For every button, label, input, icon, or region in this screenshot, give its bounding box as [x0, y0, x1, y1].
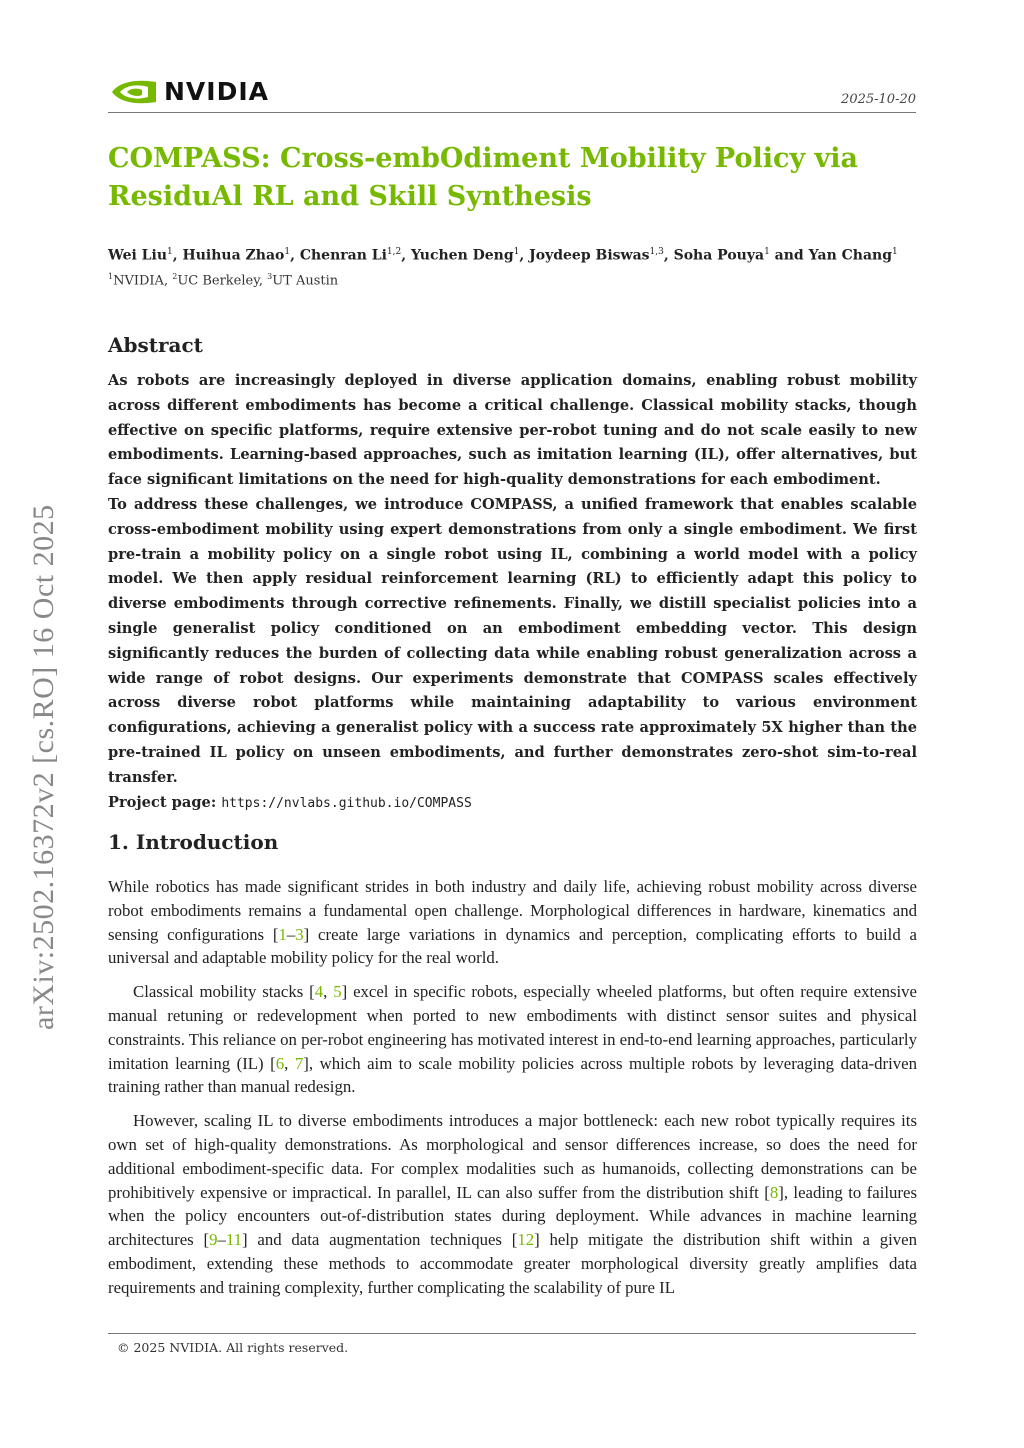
citation-link[interactable]: 3 [295, 924, 304, 944]
citation-link[interactable]: 8 [769, 1182, 779, 1202]
project-page-line [108, 791, 917, 817]
intro-paragraph: However, scaling IL to diverse embodiments introduces a major bottleneck: each new robot typically requires its own set of high-quality demonstrations. As morphological and sensor differences increase, so does the need for additional embodiment-specific data. For complex modalities such as humanoids, collecting demonstrations can be prohibitively expensive or impractical. In parallel, IL can also suffer from the distribution shift [8], leading to failures when the policy encounters out-of-distribution states during deployment. While advances in machine learning architectures [9–11] and data augmentation techniques [12] help mitigate the distribution shift within a given embodiment, extending these methods to accommodate greater morphological diversity greatly amplifies data requirements and training complexity, further complicating the scalability of pure IL [108, 1111, 917, 1297]
citation-link[interactable]: 9 [209, 1230, 218, 1250]
author-affiliation: 1 [513, 247, 520, 257]
author-name: Yuchen Deng [411, 247, 514, 264]
citation-link[interactable]: 12 [517, 1230, 535, 1250]
author-affiliation: 1,2 [386, 247, 402, 257]
author-name: Joydeep Biswas [529, 247, 650, 264]
paper-title: COMPASS: Cross-embOdiment Mobility Policy via ResiduAl RL and Skill Synthesis [108, 143, 858, 212]
abstract-heading: Abstract [108, 333, 203, 357]
project-page-link[interactable]: https://nvlabs.github.io/COMPASS [221, 795, 472, 811]
abstract-body [108, 369, 917, 816]
author-affiliation: 1 [167, 247, 173, 257]
affiliation-list: $^1$NVIDIA, $^2$UC Berkeley, $^3$UT Austin [108, 272, 339, 289]
author-name: Huihua Zhao [182, 247, 285, 264]
author-affiliation: 1,3 [649, 247, 664, 257]
project-page-label: Project page: [108, 793, 217, 811]
intro-paragraph: While robotics has made significant strides in both industry and daily life, achieving robust mobility across diverse robot embodiments remains a fundamental open challenge. Morphological differences in hardware, kinematics and sensing configurations [1–3] create large variations in dynamics and perception, complicating efforts to build a universal and adaptable mobility policy for the real world. [108, 877, 917, 968]
citation-link[interactable]: 4 [314, 982, 324, 1002]
citation-link[interactable]: 5 [333, 982, 342, 1002]
author-affiliation: 1 [284, 247, 291, 257]
intro-paragraph: Classical mobility stacks [4, 5] excel in specific robots, especially wheeled platforms, but often require extensive manual retuning or redevelopment when ported to new embodiments with distinct sensor suites and physical constraints. This reliance on per-robot engineering has motivated interest in end-to-end learning approaches, particularly imitation learning (IL) [6, 7], which aim to scale mobility policies across multiple robots by leveraging data-driven training rather than manual redesign. [108, 982, 918, 1097]
header-divider [108, 112, 916, 113]
introduction-body [108, 875, 917, 1310]
author-affiliation: 1 [892, 247, 898, 257]
nvidia-eye-icon [110, 76, 158, 108]
introduction-heading: 1. Introduction [108, 830, 279, 854]
affiliation: UT Austin [272, 273, 339, 289]
nvidia-logo [110, 76, 269, 108]
citation-link[interactable]: 7 [294, 1053, 304, 1073]
affiliation: UC Berkeley [177, 273, 259, 289]
arxiv-identifier: arXiv:2502.16372v2 [cs.RO] 16 Oct 2025 [27, 504, 60, 1030]
author-name: Chenran Li [299, 247, 387, 264]
copyright-notice: © 2025 NVIDIA. All rights reserved. [117, 1340, 349, 1355]
publication-date: 2025-10-20 [841, 92, 916, 107]
nvidia-wordmark: NVIDIA [164, 77, 269, 106]
abstract-paragraph: As robots are increasingly deployed in diverse application domains, enabling robust mobility across different embodiments has become a critical challenge. Classical mobility stacks, though effective on specific platforms, require extensive per-robot tuning and do not scale easily to new embodiments. Learning-based approaches, such as imitation learning (IL), offer alternatives, but face significant limitations on the need for high-quality demonstrations for each embodiment. [108, 372, 917, 489]
author-affiliation: 1 [764, 247, 770, 257]
abstract-paragraph: To address these challenges, we introduce COMPASS, a unified framework that enables scalable cross-embodiment mobility using expert demonstrations from only a single embodiment. We first pre-train a mobility policy on a single robot using IL, combining a world model with a policy model. We then apply residual reinforcement learning (RL) to efficiently adapt this policy to diverse embodiments through corrective refinements. Finally, we distill specialist policies into a single generalist policy conditioned on an embodiment embedding vector. This design significantly reduces the burden of collecting data while enabling robust generalization across a wide range of robot designs. Our experiments demonstrate that COMPASS scales effectively across diverse robot platforms while maintaining adaptability to various environment configurations, achieving a generalist policy with a success rate approximately 5X higher than the pre-trained IL policy on unseen embodiments, and further demonstrates zero-shot sim-to-real transfer. [108, 495, 917, 786]
affiliation: NVIDIA [113, 273, 164, 289]
footer-divider [108, 1333, 916, 1334]
citation-link[interactable]: 1 [278, 924, 287, 944]
citation-link[interactable]: 6 [275, 1053, 285, 1073]
citation-link[interactable]: 11 [225, 1230, 243, 1250]
author-name: Soha Pouya [673, 247, 765, 264]
author-list: Wei Liu$^1$, Huihua Zhao$^1$, Chenran Li$^{1,2}$, Yuchen Deng$^1$, Joydeep Biswas$^{1,3}$, Soha Pouya$^1$ and Yan Chang$^1$ [108, 247, 898, 264]
author-name: Wei Liu [108, 247, 168, 264]
author-name: Yan Chang [808, 247, 892, 264]
